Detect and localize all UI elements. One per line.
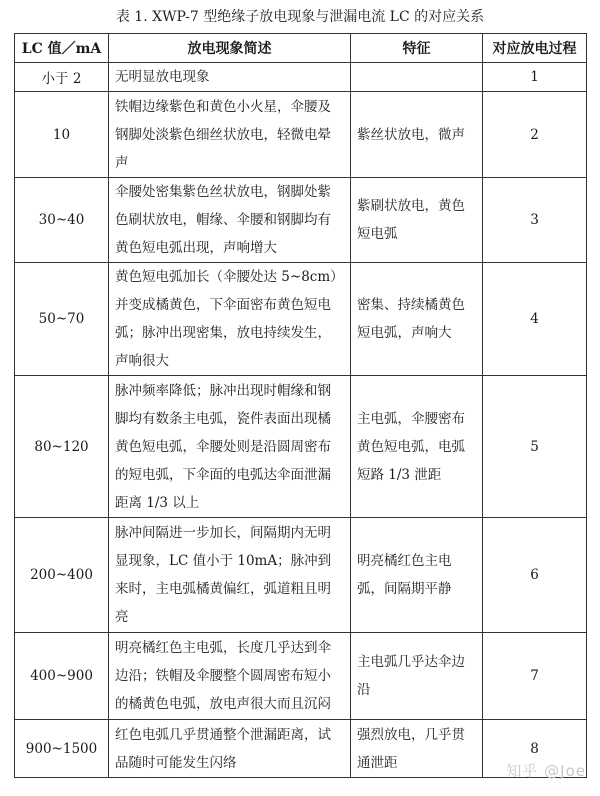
table-row — [15, 518, 587, 633]
process-cell: 6 — [483, 518, 587, 633]
header-lc-value: LC 值／mA — [15, 34, 109, 63]
lc-value-cell: 50~70 — [15, 263, 109, 376]
feature-cell: 强烈放电，几乎贯通泄距 — [351, 720, 483, 778]
table-caption: 表 1. XWP-7 型绝缘子放电现象与泄漏电流 LC 的对应关系 — [115, 9, 485, 25]
description-cell: 脉冲间隔进一步加长，间隔期内无明显现象，LC 值小于 10mA；脉冲到来时，主电弧橘黄偏红，弧道粗且明亮 — [109, 518, 351, 633]
table-row — [15, 376, 587, 518]
discharge-table — [14, 33, 587, 778]
feature-cell: 主电弧，伞腰密布黄色短电弧，电弧短路 1/3 泄距 — [351, 376, 483, 518]
description-cell: 脉冲频率降低；脉冲出现时帽缘和钢脚均有数条主电弧，瓷件表面出现橘黄色短电弧，伞腰处则是沿圆周密布的短电弧，下伞面的电弧达伞面泄漏距离 1/3 以上 — [109, 376, 351, 518]
feature-cell — [351, 63, 483, 92]
header-description: 放电现象简述 — [109, 34, 351, 63]
process-cell: 8 — [483, 720, 587, 778]
table-row — [15, 263, 587, 376]
feature-cell: 密集、持续橘黄色短电弧，声响大 — [351, 263, 483, 376]
feature-cell: 明亮橘红色主电弧，间隔期平静 — [351, 518, 483, 633]
table-row — [15, 178, 587, 263]
table-header-row — [15, 34, 587, 63]
process-cell: 4 — [483, 263, 587, 376]
description-cell: 黄色短电弧加长（伞腰处达 5~8cm）并变成橘黄色，下伞面密布黄色短电弧；脉冲出现密集，放电持续发生，声响很大 — [109, 263, 351, 376]
feature-cell: 主电弧几乎达伞边沿 — [351, 633, 483, 720]
process-cell: 2 — [483, 92, 587, 178]
lc-value-cell: 30~40 — [15, 178, 109, 263]
lc-value-cell: 900~1500 — [15, 720, 109, 778]
table-row — [15, 92, 587, 178]
lc-value-cell: 400~900 — [15, 633, 109, 720]
description-cell: 明亮橘红色主电弧，长度几乎达到伞边沿；铁帽及伞腰整个圆周密布短小的橘黄色电弧，放电声很大而且沉闷 — [109, 633, 351, 720]
feature-cell: 紫丝状放电，微声 — [351, 92, 483, 178]
description-cell: 红色电弧几乎贯通整个泄漏距离，试品随时可能发生闪络 — [109, 720, 351, 778]
header-feature: 特征 — [351, 34, 483, 63]
lc-value-cell: 10 — [15, 92, 109, 178]
process-cell: 1 — [483, 63, 587, 92]
lc-value-cell: 小于 2 — [15, 63, 109, 92]
description-cell: 无明显放电现象 — [109, 63, 351, 92]
feature-cell: 紫刷状放电，黄色短电弧 — [351, 178, 483, 263]
table-row — [15, 633, 587, 720]
header-process: 对应放电过程 — [483, 34, 587, 63]
process-cell: 7 — [483, 633, 587, 720]
description-cell: 铁帽边缘紫色和黄色小火星，伞腰及钢脚处淡紫色细丝状放电，轻微电晕声 — [109, 92, 351, 178]
process-cell: 3 — [483, 178, 587, 263]
watermark: 知乎 @Joe — [506, 762, 586, 780]
table-row — [15, 63, 587, 92]
lc-value-cell: 80~120 — [15, 376, 109, 518]
process-cell: 5 — [483, 376, 587, 518]
description-cell: 伞腰处密集紫色丝状放电，钢脚处紫色刷状放电，帽缘、伞腰和钢脚均有黄色短电弧出现，声响增大 — [109, 178, 351, 263]
lc-value-cell: 200~400 — [15, 518, 109, 633]
table-row — [15, 720, 587, 778]
